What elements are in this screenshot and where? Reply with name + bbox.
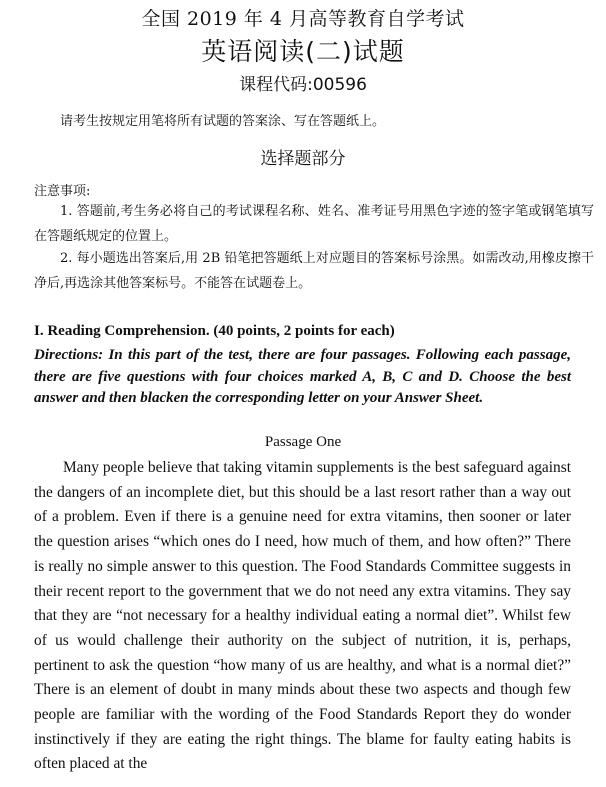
passage-text: Many people believe that taking vitamin supplements is the best safeguard against the dangers of an incomplete diet, but this should be a last resort rather than a way out of a problem. Even if there is a genuine need for extra vitamins, then sooner or later the question arises “which ones do I need, how much of them, and how often?” There is really no simple answer to this question. The Food Standards Committee suggests in their recent report to the government that we do not need any extra vitamins. They say that they are “not necessary for a healthy individual eating a normal diet”. Whilst few of us would challenge their authority on the subject of nutrition, it is, perhaps, pertinent to ask the question “how many of us are healthy, and what is a normal diet?” There is an element of doubt in many minds about these two aspects and though few people are familiar with the wording of the Food Standards Report they do wonder instinctively if they are eating the right things. The blame for faulty eating habits is often placed at the [34, 459, 571, 773]
note-item-2: 2. 每小题选出答案后,用 2B 铅笔把答题纸上对应题目的答案标号涂黑。如需改动,用橡皮擦干净后,再选涂其他答案标号。不能答在试题卷上。 [34, 251, 594, 291]
course-code: 课程代码:00596 [239, 75, 367, 95]
subject-title: 英语阅读(二)试题 [201, 37, 405, 66]
note-item-1: 1. 答题前,考生务必将自己的考试课程名称、姓名、准考证号用黑色字迹的签字笔或钢笔填写在答题纸规定的位置上。 [34, 204, 594, 244]
answer-instruction: 请考生按规定用笔将所有试题的答案涂、写在答题纸上。 [60, 114, 386, 129]
passage-title: Passage One [264, 434, 342, 450]
exam-line: 全国 2019 年 4 月高等教育自学考试 [141, 8, 465, 30]
section-heading: 选择题部分 [260, 149, 346, 169]
reading-directions: Directions: In this part of the test, there are four passages. Following each passage, there are five questions with four choices marked A, B, C and D. Choose the best answer and then blacken the corresponding letter on your Answer Sheet. [34, 347, 571, 406]
reading-section-heading: I. Reading Comprehension. (40 points, 2 points for each) [34, 323, 395, 339]
notes-title: 注意事项: [34, 184, 91, 199]
